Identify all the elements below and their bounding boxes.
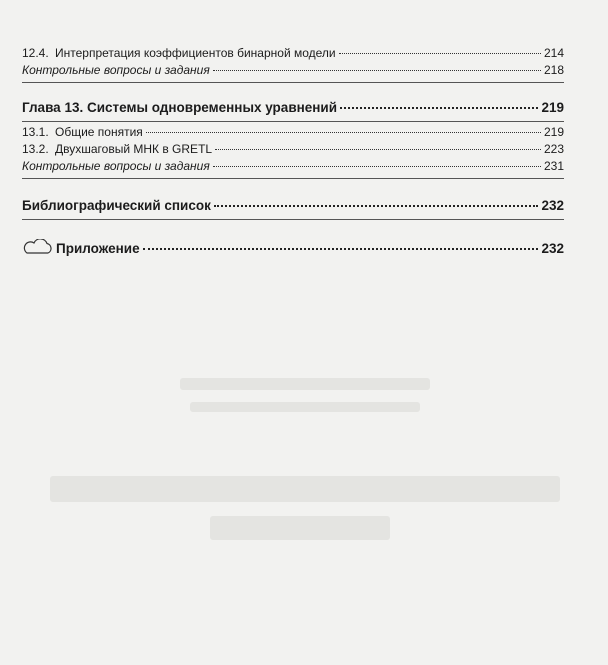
cloud-icon [22, 239, 54, 255]
page-number: 232 [541, 198, 564, 213]
chapter-title: Глава 13. Системы одновременных уравнений [22, 100, 338, 115]
toc-entry-12-4[interactable] [22, 46, 564, 63]
dot-leader [146, 132, 541, 133]
section-title: Контрольные вопросы и задания [22, 159, 210, 173]
section-number: 13.2. [22, 142, 49, 156]
toc-entry-13-2[interactable] [22, 142, 564, 159]
divider [22, 178, 564, 179]
toc-entry-13-1[interactable] [22, 125, 564, 142]
page-number: 223 [543, 142, 564, 156]
dot-leader [340, 107, 538, 109]
dot-leader [213, 166, 541, 167]
dot-leader [339, 53, 541, 54]
page-number: 231 [543, 159, 564, 173]
section-title: Интерпретация коэффициентов бинарной модели [55, 46, 336, 60]
table-of-contents [22, 46, 564, 257]
section-title: Общие понятия [55, 125, 143, 139]
section-number: 13.1. [22, 125, 49, 139]
divider [22, 219, 564, 220]
page-number: 214 [543, 46, 564, 60]
dot-leader [213, 70, 541, 71]
toc-entry-chapter-13[interactable] [22, 100, 564, 120]
section-number: 12.4. [22, 46, 49, 60]
chapter-title: Библиографический список [22, 198, 211, 213]
toc-entry-questions-12[interactable] [22, 63, 564, 80]
toc-entry-appendix[interactable] [22, 237, 564, 257]
section-title: Контрольные вопросы и задания [22, 63, 210, 77]
section-title: Двухшаговый МНК в GRETL [55, 142, 213, 156]
page-number: 218 [543, 63, 564, 77]
divider [22, 121, 564, 122]
dot-leader [214, 205, 539, 207]
page-number: 219 [543, 125, 564, 139]
dot-leader [143, 248, 539, 250]
page-number: 232 [541, 241, 564, 256]
divider [22, 82, 564, 83]
toc-entry-questions-13[interactable] [22, 159, 564, 176]
page-number: 219 [541, 100, 564, 115]
toc-entry-bibliography[interactable] [22, 198, 564, 218]
chapter-title: Приложение [56, 241, 140, 256]
dot-leader [215, 149, 541, 150]
